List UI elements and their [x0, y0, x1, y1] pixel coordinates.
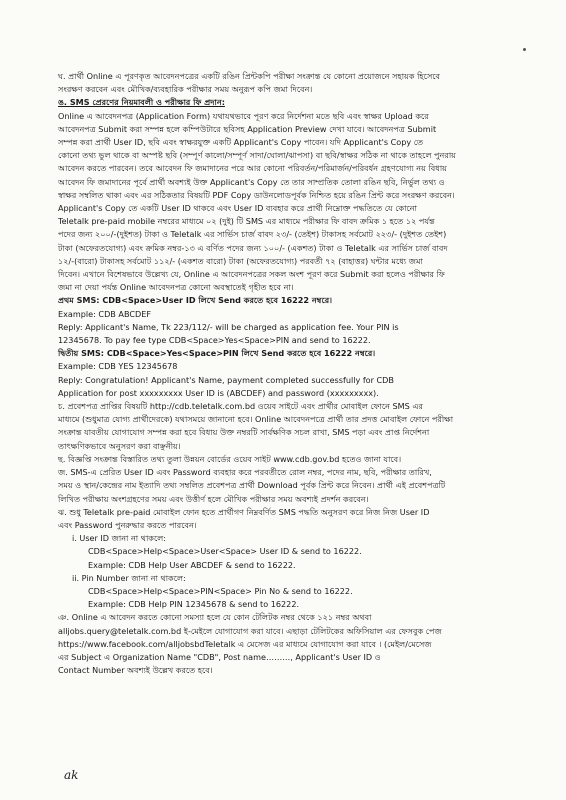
section-sms-heading: ঙ. SMS প্রেরণের নিয়মাবলী ও পরীক্ষার ফি প্রদান:	[58, 97, 225, 108]
para-nya-line: alljobs.query@teletalk.com.bd ই-মেইলে যোগাযোগ করা যাবে। এছাড়া টেলিটকের অফিসিয়াল এর ফেসবুক পেজ	[58, 625, 442, 636]
scan-dot	[523, 48, 526, 51]
userid-recovery-example: Example: CDB Help User ABCDEF & send to 16222.	[88, 559, 296, 570]
second-sms-instruction: দ্বিতীয় SMS: CDB<Space>Yes<Space>PIN লিখে Send করতে হবে 16222 নম্বরে।	[58, 348, 376, 359]
first-sms-reply: 12345678. To pay fee type CDB<Space>Yes<Space>PIN and send to 16222.	[58, 335, 371, 346]
sms-para-line: Online এ আবেদনপত্র (Application Form) যথাযথভাবে পূরণ করে নির্দেশনা মতে ছবি এবং স্বাক্ষর Upload করে	[58, 110, 429, 121]
para-chha-line: ছ. বিজ্ঞপ্তি সংক্রান্ত বিস্তারিত তথ্য তুলা উন্নয়ন বোর্ডের ওয়েব সাইট www.cdb.gov.bd হতেও জানা যাবে।	[58, 453, 402, 464]
sms-para-line: আবেদনপত্র Submit করা সম্পন্ন হলে কম্পিউটারে ছবিসহ Application Preview দেখা যাবে। আবেদনপত্র Submit	[58, 123, 437, 134]
sms-para-line: স্বাক্ষর সম্বলিত থাকা এবং এর সঠিকতার বিষয়টি PDF Copy ডাউনলোডপূর্বক নিশ্চিত হয়ে রঙিন প্রিন্ট করে সংরক্ষণ করবেন।	[58, 189, 455, 200]
sms-para-line: আবেদন ফি জমাদানের পূর্বে প্রার্থী অবশ্যই উক্ত Applicant's Copy তে তার সাম্প্রতিক তোলা রঙিন ছবি, নির্ভুল তথ্য ও	[58, 176, 445, 187]
para-nya-line: এর Subject এ Organization Name "CDB", Post name………, Applicant's User ID ও	[58, 651, 381, 662]
para-cha-line: তাৎক্ষণিকভাবে অনুসরণ করা বাঞ্ছনীয়।	[58, 440, 181, 451]
para-ja-line: সময় ও স্থান/কেন্দ্রের নাম ইত্যাদি তথ্য সম্বলিত প্রবেশপত্র প্রার্থী Download পূর্বক প্রিন্ট করে নিবেন। প্রার্থী এই প্রবেশপত্রটি	[58, 480, 446, 491]
para-cha-line: সংক্রান্ত যাবতীয় যোগাযোগ সম্পন্ন করা হবে বিধায় উক্ত নম্বরটি সার্বক্ষণিক সচল রাখা, SMS পড়া এবং প্রাপ্ত নির্দেশনা	[58, 427, 430, 438]
userid-recovery-format: CDB<Space>Help<Space>User<Space> User ID & send to 16222.	[88, 546, 362, 557]
sms-para-line: দিবেন। এখানে বিশেষভাবে উল্লেখ্য যে, Online এ আবেদনপত্রের সকল অংশ পূরণ করে Submit করা হলেও পরীক্ষার ফি	[58, 269, 445, 280]
sms-para-line: সম্পন্ন করা প্রার্থী User ID, ছবি এবং স্বাক্ষরযুক্ত একটি Applicant's Copy পাবেন। যদি Applicant's Copy তে	[58, 137, 424, 148]
para-ja-line: লিখিত পরীক্ষায় অংশগ্রহণের সময় এবং উত্তীর্ণ হলে মৌখিক পরীক্ষার সময় অবশ্যই প্রদর্শন করবেন।	[58, 493, 369, 504]
sms-para-line: Teletalk pre-paid mobile নম্বরের মাধ্যমে ০২ (দুই) টি SMS এর মাধ্যমে পরীক্ষার ফি বাবদ ক্রমিক ১ হতে ১২ পর্যন্ত	[58, 216, 435, 227]
sms-para-line: জমা না দেয়া পর্যন্ত Online আবেদনপত্র কোনো অবস্থাতেই গৃহীত হবে না।	[58, 282, 294, 293]
para-gha-line1: ঘ. প্রার্থী Online এ পূরণকৃত আবেদনপত্রের একটি রঙিন প্রিন্টকপি পরীক্ষা সংক্রান্ত যে কোনো প্রয়োজনে সহায়ক হিসেবে	[58, 71, 441, 81]
document-body	[58, 70, 534, 677]
signature: ak	[64, 768, 79, 782]
pin-recovery-example: Example: CDB Help PIN 12345678 & send to 16222.	[88, 599, 300, 610]
first-sms-instruction: প্রথম SMS: CDB<Space>User ID লিখে Send করতে হবে 16222 নম্বরে।	[58, 295, 333, 306]
para-cha-line: চ. প্রবেশপত্র প্রাপ্তির বিষয়টি http://cdb.teletalk.com.bd ওয়েব সাইটে এবং প্রার্থীর মোবাইল ফোনে SMS এর	[58, 401, 423, 412]
sms-para-line: Applicant's Copy তে একটি User ID থাকবে এবং User ID ব্যবহার করে প্রার্থী নিম্নোক্ত পদ্ধতিতে যে কোনো	[58, 203, 417, 214]
para-gha-line2: সংরক্ষণ করবেন এবং মৌখিক/ব্যবহারিক পরীক্ষার সময় অনুরূপ কপি জমা দিবেন।	[58, 84, 313, 95]
para-ja-line: জ. SMS-এ প্রেরিত User ID এবং Password ব্যবহার করে পরবর্তীতে রোল নম্বর, পদের নাম, ছবি, পরীক্ষার তারিখ,	[58, 467, 432, 478]
pin-recovery-format: CDB<Space>Help<Space>PIN<Space> Pin No & send to 16222.	[88, 585, 353, 596]
para-nya-line: https://www.facebook.com/alljobsbdTeletalk এ মেসেজ এর মাধ্যমে যোগাযোগ করা যাবে । (মেইল/মেসেজ	[58, 638, 432, 649]
para-jha-line: এবং Password পুনরুদ্ধার করতে পারবেন।	[58, 519, 197, 530]
sms-para-line: টাকা (অফেরতযোগ্য) এবং ক্রমিক নম্বর-১৩ এ বর্ণিত পদের জন্য ১০০/- (একশত) টাকা ও Teletalk এর সার্ভিস চার্জ বাবদ	[58, 242, 448, 253]
para-cha-line: মাধ্যমে (শুধুমাত্র যোগ্য প্রার্থীদেরকে) যথাসময়ে জানানো হবে। Online আবেদনপত্রে প্রার্থী তার প্রদত্ত মোবাইল ফোনে পরীক্ষা	[58, 414, 454, 425]
para-nya-line: ঞ. Online এ আবেদন করতে কোনো সমস্যা হলে যে কোন টেলিটক নম্বর থেকে ১২১ নম্বর অথবা	[58, 612, 372, 623]
sms-para-line: আবেদন করতে পারবেন। তবে আবেদন ফি জমাদানের পরে আর কোনো পরিবর্তন/পরিমার্জন/পরিবর্ধন গ্রহণযোগ্য নয় বিধায়	[58, 163, 447, 174]
first-sms-reply: Reply: Applicant's Name, Tk 223/112/- will be charged as application fee. Your PIN is	[58, 321, 399, 332]
para-jha-line: ঝ. শুধু Teletalk pre-paid মোবাইল ফোন হতে প্রার্থীগণ নিম্নবর্ণিত SMS পদ্ধতি অনুসরণ করে নিজ নিজ User ID	[58, 506, 430, 517]
para-nya-line: Contact Number অবশ্যই উল্লেখ করতে হবে।	[58, 665, 213, 676]
pin-recovery-heading: ii. Pin Number জানা না থাকলে:	[72, 572, 186, 583]
second-sms-example: Example: CDB YES 12345678	[58, 361, 178, 372]
sms-para-line: কোনো তথ্য ভুল থাকে বা অস্পষ্ট ছবি (সম্পূর্ণ কালো/সম্পূর্ণ সাদা/ঘোলা/ঝাপসা) বা ছবি/স্বাক্ষর সঠিক না থাকে তাহলে পুনরায়	[58, 150, 456, 161]
second-sms-reply: Application for post xxxxxxxxx User ID is (ABCDEF) and password (xxxxxxxxx).	[58, 387, 379, 398]
first-sms-example: Example: CDB ABCDEF	[58, 308, 152, 319]
userid-recovery-heading: i. User ID জানা না থাকলে:	[72, 533, 166, 544]
sms-para-line: ১২/-(বারো) টাকাসহ সর্বমোট ১১২/- (একশত বারো) টাকা (অফেরতযোগ্য) পরবর্তী ৭২ (বাহাত্তর) ঘন্টার মধ্যে জমা	[58, 255, 423, 266]
second-sms-reply: Reply: Congratulation! Applicant's Name, payment completed successfully for CDB	[58, 374, 394, 385]
sms-para-line: পদের জন্য ২০০/-(দুইশত) টাকা ও Teletalk এর সার্ভিস চার্জ বাবদ ২৩/- (তেইশ) টাকাসহ সর্বমোট ২২৩/- (দুইশত তেইশ)	[58, 229, 447, 240]
